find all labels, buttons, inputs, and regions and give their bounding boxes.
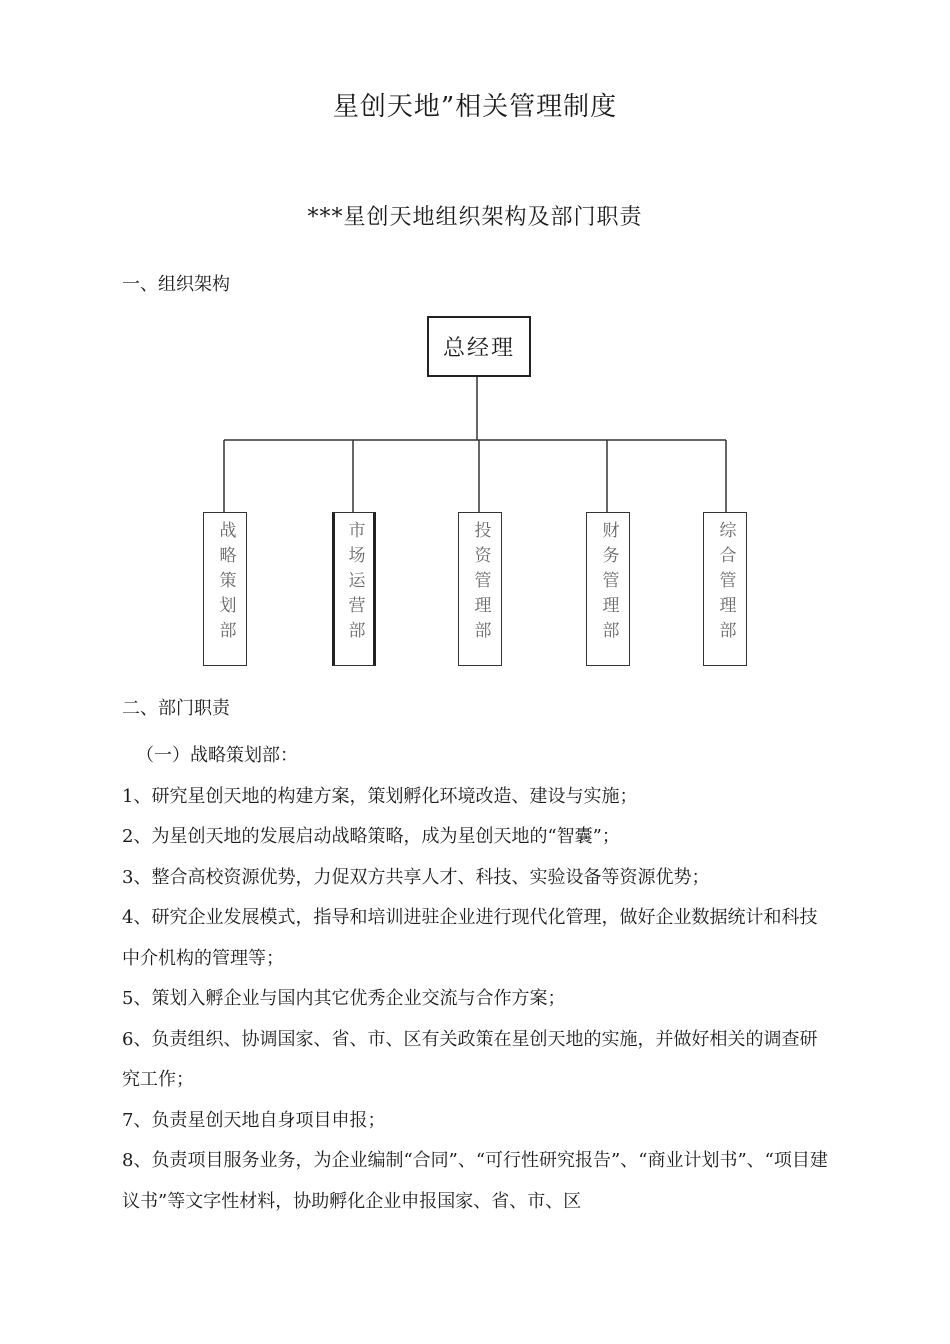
org-node-general-manager: 总经理	[427, 316, 531, 377]
duty-item: 3、整合高校资源优势，力促双方共享人才、科技、实验设备等资源优势；	[122, 866, 710, 888]
dept-label: 财务管理部	[598, 521, 619, 646]
duties-body	[122, 736, 832, 1222]
duty-item: 8、负责项目服务业务，为企业编制“合同”、“可行性研究报告”、“商业计划书”、“项目建议书”等文字性材料，协助孵化企业申报国家、省、市、区	[122, 1150, 828, 1212]
section-heading-org: 一、组织架构	[122, 274, 230, 295]
org-node-finance	[586, 512, 630, 666]
dept-label: 市场运营部	[344, 521, 365, 646]
duty-item: 1、研究星创天地的构建方案，策划孵化环境改造、建设与实施；	[122, 785, 638, 807]
org-node-general-admin	[703, 512, 747, 666]
document-title: 星创天地”相关管理制度	[332, 92, 618, 122]
duty-item: 5、策划入孵企业与国内其它优秀企业交流与合作方案；	[122, 988, 566, 1009]
org-node-investment	[458, 512, 502, 666]
org-node-marketing	[332, 512, 376, 666]
subsection-heading: （一）战略策划部：	[136, 745, 298, 766]
duty-item: 4、研究企业发展模式，指导和培训进驻企业进行现代化管理，做好企业数据统计和科技中介机构的管理等；	[122, 907, 818, 969]
section-heading-duties: 二、部门职责	[122, 698, 230, 719]
duty-item: 7、负责星创天地自身项目申报；	[122, 1109, 386, 1131]
duty-item: 2、为星创天地的发展启动战略策略，成为星创天地的“智囊”；	[122, 826, 620, 847]
dept-label: 投资管理部	[470, 521, 491, 646]
org-node-strategy	[203, 512, 247, 666]
dept-label: 战略策划部	[215, 521, 236, 646]
document-subtitle: ***星创天地组织架构及部门职责	[307, 205, 643, 230]
duty-item: 6、负责组织、协调国家、省、市、区有关政策在星创天地的实施，并做好相关的调查研究工作；	[122, 1028, 818, 1090]
dept-label: 综合管理部	[715, 521, 736, 646]
